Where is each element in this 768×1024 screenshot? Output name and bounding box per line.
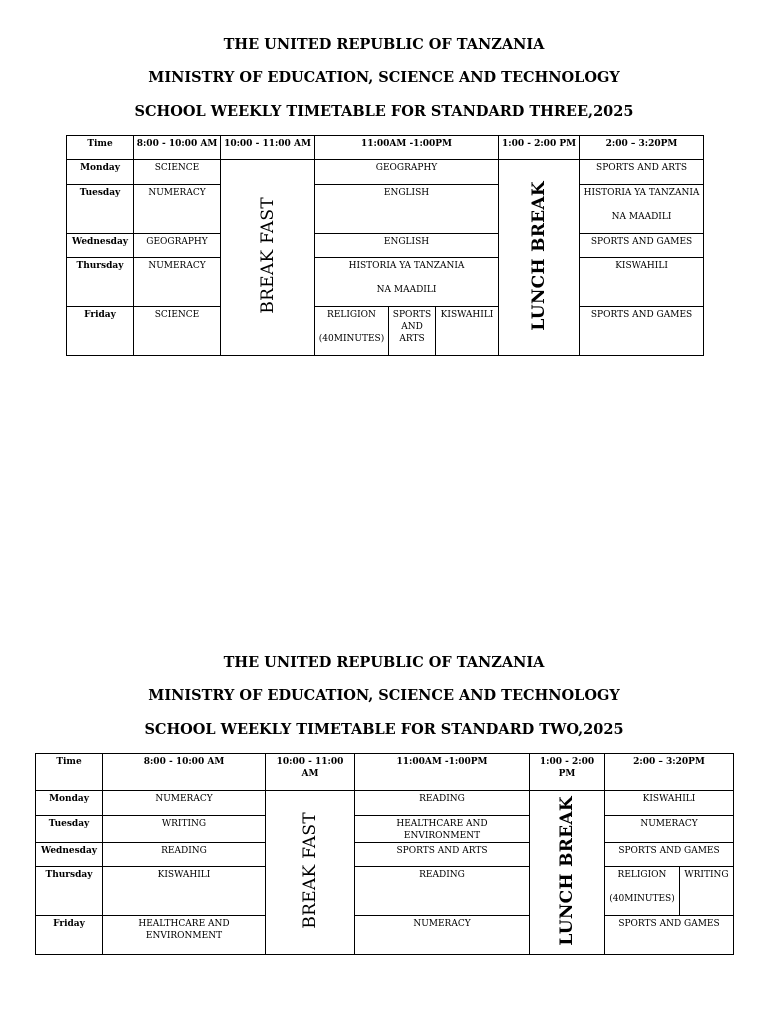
doc1-title-timetable: SCHOOL WEEKLY TIMETABLE FOR STANDARD THREE,2025: [134, 103, 634, 120]
day-friday: Friday: [36, 916, 103, 955]
cell-fri-slot5: SPORTS AND GAMES: [580, 307, 704, 356]
day-monday: Monday: [67, 160, 134, 185]
cell-fri-slot5: SPORTS AND GAMES: [605, 916, 734, 955]
lunch-label: LUNCH BREAK: [529, 180, 550, 331]
day-friday: Friday: [67, 307, 134, 356]
cell-mon-slot5: SPORTS AND ARTS: [580, 160, 704, 185]
table-row-wednesday: [36, 843, 734, 867]
cell-fri-religion: [315, 307, 389, 356]
day-tuesday: Tuesday: [36, 816, 103, 843]
cell-wed-slot1: READING: [103, 843, 266, 867]
day-wednesday: Wednesday: [67, 234, 134, 258]
cell-fri-slot1: HEALTHCARE AND ENVIRONMENT: [103, 916, 266, 955]
cell-mon-slot1: NUMERACY: [103, 791, 266, 816]
cell-thu-slot5: KISWAHILI: [580, 258, 704, 307]
breakfast-cell: [221, 160, 315, 356]
table-row-monday: [36, 791, 734, 816]
cell-thu-religion-line1: RELIGION: [617, 870, 667, 880]
cell-fri-slot3: NUMERACY: [355, 916, 530, 955]
cell-wed-slot5: SPORTS AND GAMES: [605, 843, 734, 867]
doc1-title-republic: THE UNITED REPUBLIC OF TANZANIA: [223, 36, 545, 53]
day-thursday: Thursday: [36, 867, 103, 916]
header-slot-3: 11:00AM -1:00PM: [355, 754, 530, 791]
header-slot-2: 10:00 - 11:00 AM: [266, 754, 355, 791]
breakfast-cell: [266, 791, 355, 955]
cell-tue-slot3: HEALTHCARE AND ENVIRONMENT: [355, 816, 530, 843]
table-row-thursday: [67, 258, 704, 307]
cell-thu-slot1: NUMERACY: [134, 258, 221, 307]
cell-thu-slot3-line1: HISTORIA YA TANZANIA: [348, 261, 465, 271]
day-thursday: Thursday: [67, 258, 134, 307]
header-row: [36, 754, 734, 791]
doc2-title-timetable: SCHOOL WEEKLY TIMETABLE FOR STANDARD TWO,2025: [144, 721, 624, 738]
cell-thu-slot3: READING: [355, 867, 530, 916]
cell-tue-slot1: NUMERACY: [134, 185, 221, 234]
cell-wed-slot1: GEOGRAPHY: [134, 234, 221, 258]
cell-mon-slot3: GEOGRAPHY: [315, 160, 499, 185]
cell-mon-slot5: KISWAHILI: [605, 791, 734, 816]
cell-thu-slot1: KISWAHILI: [103, 867, 266, 916]
lunch-cell: [530, 791, 605, 955]
header-slot-4: 1:00 - 2:00 PM: [499, 136, 580, 160]
cell-wed-slot5: SPORTS AND GAMES: [580, 234, 704, 258]
cell-tue-slot1: WRITING: [103, 816, 266, 843]
doc2-title-ministry: MINISTRY OF EDUCATION, SCIENCE AND TECHNOLOGY: [148, 687, 620, 704]
doc2-title-republic: THE UNITED REPUBLIC OF TANZANIA: [223, 654, 545, 671]
doc2-timetable: [35, 753, 734, 955]
header-slot-2: 10:00 - 11:00 AM: [221, 136, 315, 160]
cell-thu-religion: [605, 867, 680, 916]
cell-tue-slot5-line1: HISTORIA YA TANZANIA: [583, 188, 700, 198]
cell-wed-slot3: ENGLISH: [315, 234, 499, 258]
header-time: Time: [36, 754, 103, 791]
cell-fri-religion-line2: (40MINUTES): [318, 334, 385, 344]
day-monday: Monday: [36, 791, 103, 816]
header-row: [67, 136, 704, 160]
cell-wed-slot3: SPORTS AND ARTS: [355, 843, 530, 867]
table-row-tuesday: [36, 816, 734, 843]
breakfast-label: BREAK FAST: [257, 197, 278, 314]
breakfast-label: BREAK FAST: [300, 812, 320, 929]
doc1-title-ministry: MINISTRY OF EDUCATION, SCIENCE AND TECHNOLOGY: [148, 69, 620, 86]
doc1-timetable: [66, 135, 704, 356]
header-slot-1: 8:00 - 10:00 AM: [103, 754, 266, 791]
cell-fri-sports-arts: SPORTS AND ARTS: [389, 307, 436, 356]
day-tuesday: Tuesday: [67, 185, 134, 234]
cell-fri-slot1: SCIENCE: [134, 307, 221, 356]
cell-fri-kiswahili: KISWAHILI: [436, 307, 499, 356]
lunch-cell: [499, 160, 580, 356]
cell-mon-slot1: SCIENCE: [134, 160, 221, 185]
table-row-monday: [67, 160, 704, 185]
header-slot-4: 1:00 - 2:00 PM: [530, 754, 605, 791]
table-row-thursday: [36, 867, 734, 916]
table-row-friday: [67, 307, 704, 356]
header-slot-5: 2:00 – 3:20PM: [580, 136, 704, 160]
day-wednesday: Wednesday: [36, 843, 103, 867]
cell-thu-slot3: [315, 258, 499, 307]
table-row-wednesday: [67, 234, 704, 258]
header-slot-3: 11:00AM -1:00PM: [315, 136, 499, 160]
header-time: Time: [67, 136, 134, 160]
header-slot-1: 8:00 - 10:00 AM: [134, 136, 221, 160]
cell-tue-slot5: NUMERACY: [605, 816, 734, 843]
cell-tue-slot5: [580, 185, 704, 234]
cell-mon-slot3: READING: [355, 791, 530, 816]
cell-thu-slot3-line2: NA MAADILI: [376, 285, 437, 295]
cell-thu-writing: WRITING: [680, 867, 734, 916]
lunch-label: LUNCH BREAK: [557, 795, 577, 946]
header-slot-5: 2:00 – 3:20PM: [605, 754, 734, 791]
cell-tue-slot5-line2: NA MAADILI: [611, 212, 672, 222]
cell-fri-religion-line1: RELIGION: [327, 310, 376, 320]
table-row-tuesday: [67, 185, 704, 234]
table-row-friday: [36, 916, 734, 955]
cell-thu-religion-line2: (40MINUTES): [609, 894, 675, 904]
cell-tue-slot3: ENGLISH: [315, 185, 499, 234]
